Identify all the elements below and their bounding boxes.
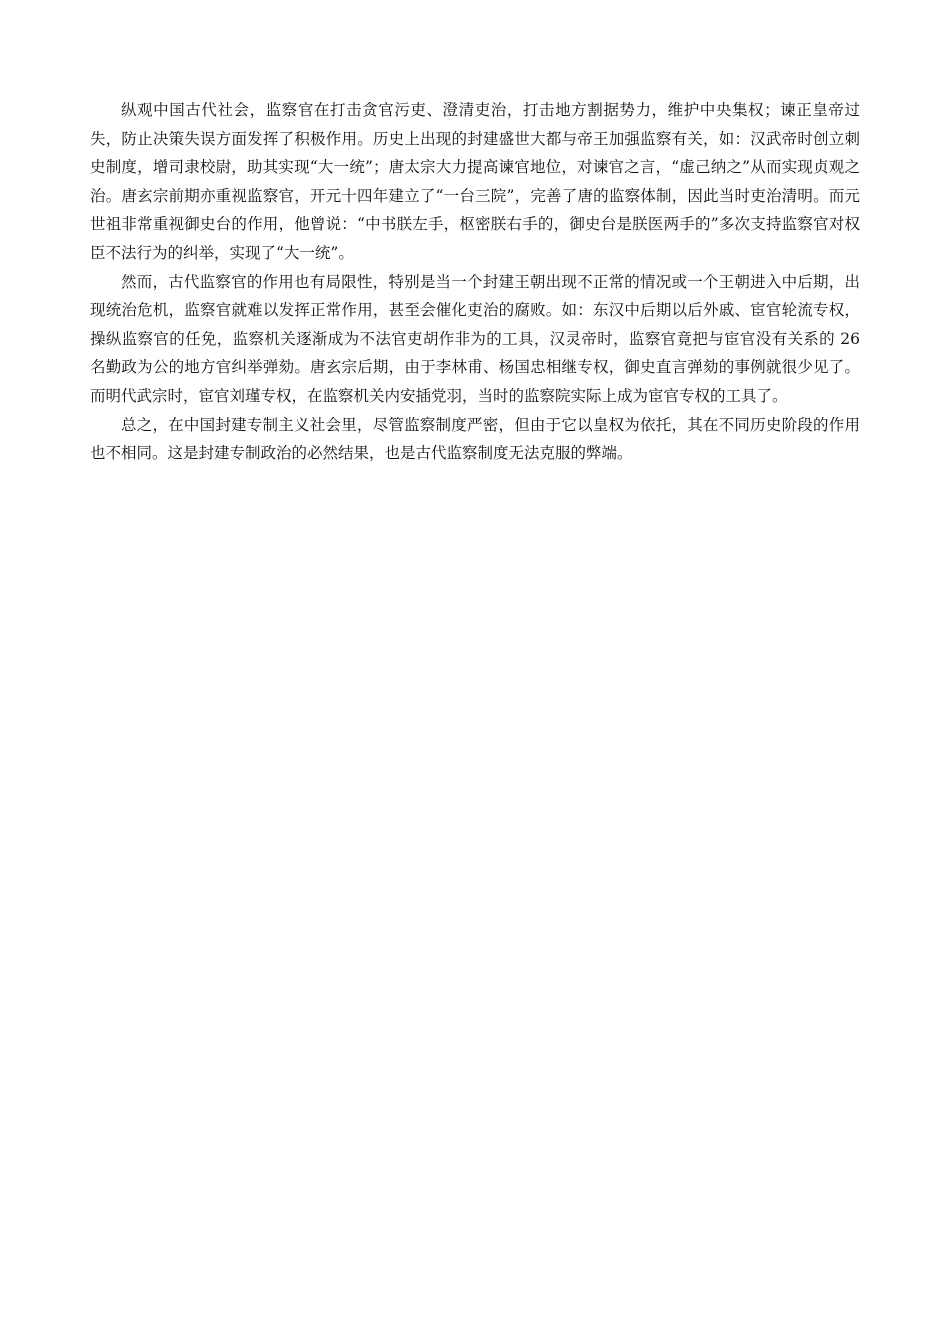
paragraph-1: 纵观中国古代社会，监察官在打击贪官污吏、澄清吏治，打击地方割据势力，维护中央集权；谏正皇帝过失，防止决策失误方面发挥了积极作用。历史上出现的封建盛世大都与帝王加强监察有关，如：汉武帝时创立刺史制度，增司隶校尉，助其实现“大一统”；唐太宗大力提高谏官地位，对谏官之言，“虚己纳之”从而实现贞观之治。唐玄宗前期亦重视监察官，开元十四年建立了“一台三院”，完善了唐的监察体制，因此当时吏治清明。而元世祖非常重视御史台的作用，他曾说：“中书朕左手，枢密朕右手的，御史台是朕医两手的”多次支持监察官对权臣不法行为的纠举，实现了“大一统”。 [90,101,860,262]
document-body [90,96,860,468]
paragraph-2: 然而，古代监察官的作用也有局限性，特别是当一个封建王朝出现不正常的情况或一个王朝进入中后期，出现统治危机，监察官就难以发挥正常作用，甚至会催化吏治的腐败。如：东汉中后期以后外戚、宦官轮流专权，操纵监察官的任免，监察机关逐渐成为不法官吏胡作非为的工具，汉灵帝时，监察官竟把与宦官没有关系的 26 名勤政为公的地方官纠举弹劾。唐玄宗后期，由于李林甫、杨国忠相继专权，御史直言弹劾的事例就很少见了。而明代武宗时，宦官刘瑾专权，在监察机关内安插党羽，当时的监察院实际上成为宦官专权的工具了。 [90,272,860,405]
paragraph-3: 总之，在中国封建专制主义社会里，尽管监察制度严密，但由于它以皇权为依托，其在不同历史阶段的作用也不相同。这是封建专制政治的必然结果，也是古代监察制度无法克服的弊端。 [90,415,860,463]
